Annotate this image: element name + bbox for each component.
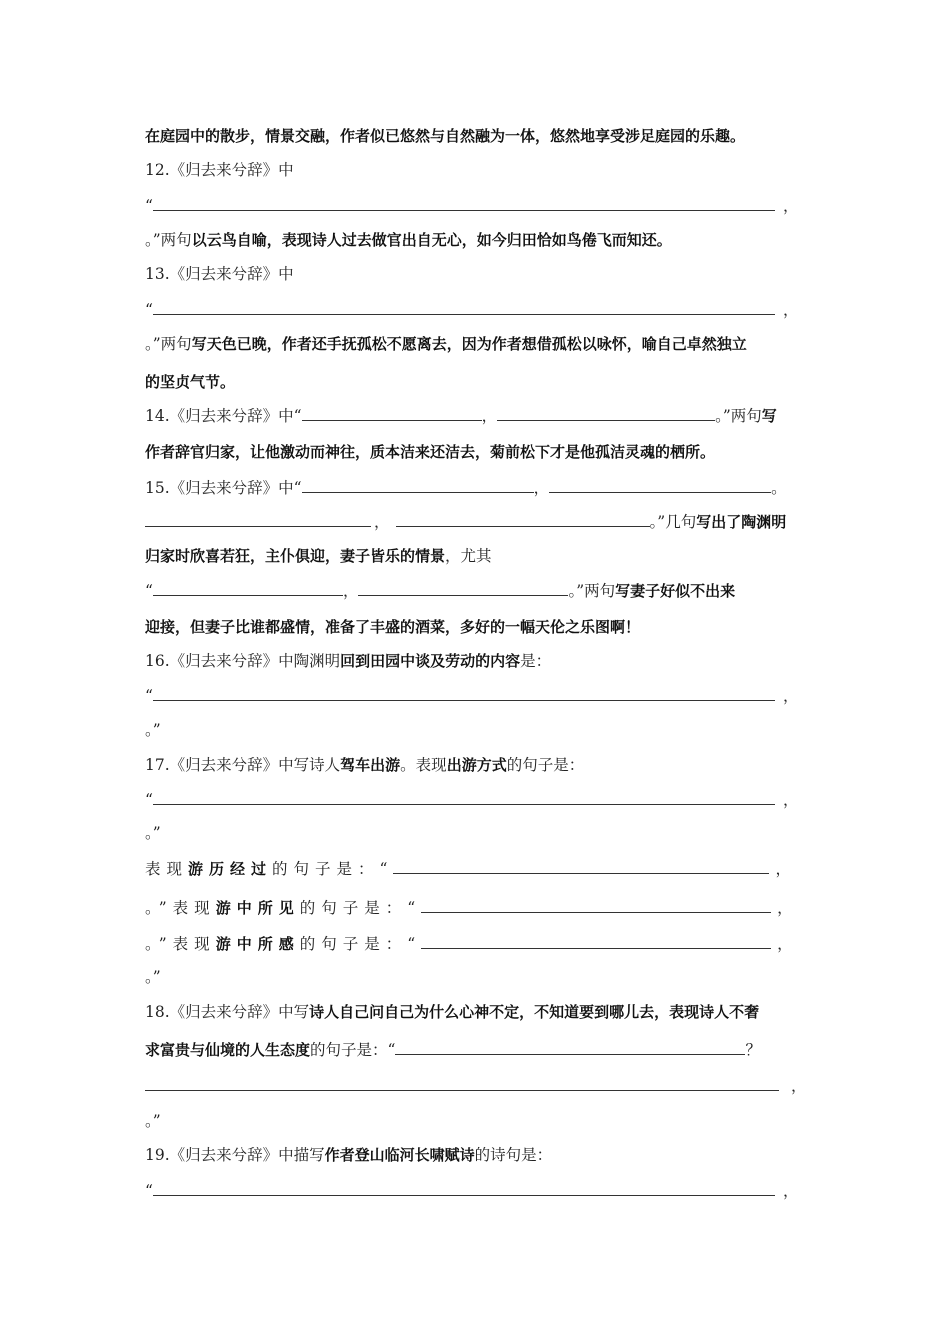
open-quote: “ <box>145 687 153 705</box>
comma: ， <box>342 582 359 600</box>
q14-description-start: 写 <box>761 407 777 425</box>
q15-blank-2[interactable] <box>549 474 771 493</box>
q14-blank-2[interactable] <box>497 402 715 421</box>
q18-label-line <box>145 999 759 1025</box>
q16-close: 。” <box>145 721 161 739</box>
q14-blank-1[interactable] <box>302 402 482 421</box>
q13-desc-line <box>145 331 747 357</box>
q19-label-tail: 的诗句是： <box>474 1146 553 1164</box>
q19-topic: 作者登山临河长啸赋诗 <box>324 1146 475 1164</box>
comma: ， <box>777 899 793 917</box>
comma: ， <box>782 301 799 319</box>
close-quote: 。”两句 <box>568 582 616 600</box>
q15-label: 15.《归去来兮辞》中“ <box>145 479 302 497</box>
q17-label-tail: 的句子是： <box>506 756 585 774</box>
q19-label: 19.《归去来兮辞》中描写 <box>145 1146 325 1164</box>
comma: ， <box>782 791 799 809</box>
q17-label-mid: 。表现 <box>400 756 447 774</box>
q15-blank-3[interactable] <box>145 508 371 527</box>
close-quote: 。”两句 <box>145 231 192 249</box>
q16-label-line <box>145 648 551 674</box>
q17-answer-blank[interactable] <box>153 786 775 805</box>
q17-part2-topic: 游中所见 <box>215 899 300 917</box>
comma: ， <box>481 407 498 425</box>
q17-part1-topic: 游历经过 <box>188 860 273 878</box>
q12-label: 12.《归去来兮辞》中 <box>145 161 294 179</box>
period: 。 <box>771 479 787 497</box>
q16-label: 16.《归去来兮辞》中陶渊明 <box>145 652 341 670</box>
q17-label: 17.《归去来兮辞》中写诗人 <box>145 756 341 774</box>
q14-desc-line: 作者辞官归家，让他激动而神往，质本洁来还洁去，菊前松下才是他孤洁灵魂的栖所。 <box>145 443 716 461</box>
close-quote: 。”两句 <box>715 407 762 425</box>
q18-blank-1[interactable] <box>395 1036 745 1055</box>
q17-part1-post: 的句子是：“ <box>272 860 394 878</box>
open-quote: “ <box>145 301 153 319</box>
q15-description-2: 写妻子好似不出来 <box>615 582 736 600</box>
q12-answer-blank[interactable] <box>153 192 775 211</box>
open-quote: “ <box>145 197 153 215</box>
q17-part3-line <box>145 930 793 956</box>
q15-line-2 <box>145 508 786 534</box>
comma: ， <box>782 687 799 705</box>
q15-description: 归家时欣喜若狂，主仆俱迎，妻子皆乐的情景 <box>145 547 446 565</box>
q13-label: 13.《归去来兮辞》中 <box>145 265 294 283</box>
q15-description-tail: ，尤其 <box>445 547 492 565</box>
q15-description-start: 写出了陶渊明 <box>696 513 787 531</box>
q17-topic-1: 驾车出游 <box>340 756 401 774</box>
open-quote: “ <box>145 1182 153 1200</box>
q13-description: 写天色已晚，作者还手抚孤松不愿离去，因为作者想借孤松以咏怀，喻自己卓然独立 <box>191 335 747 353</box>
q15-line-4 <box>145 577 735 603</box>
q17-part3-blank[interactable] <box>421 930 771 949</box>
q14-label: 14.《归去来兮辞》中“ <box>145 407 302 425</box>
q17-part2-blank[interactable] <box>421 894 771 913</box>
q17-part2-line <box>145 894 793 920</box>
q19-label-line <box>145 1142 552 1168</box>
q17-part1-line <box>145 855 791 881</box>
q15-line-3 <box>145 543 492 569</box>
q12-blank-line <box>145 192 798 218</box>
comma: ， <box>791 1077 807 1095</box>
q18-close: 。” <box>145 1112 161 1130</box>
q17-part3-pre: 。”表现 <box>145 935 216 953</box>
q17-part2-post: 的句子是：“ <box>299 899 422 917</box>
q18-label-tail: 的句子是：“ <box>310 1041 396 1059</box>
q17-label-line <box>145 752 584 778</box>
q17-final-close: 。” <box>145 968 161 986</box>
q17-close: 。” <box>145 824 161 842</box>
q19-answer-blank[interactable] <box>153 1177 775 1196</box>
open-quote: “ <box>145 791 153 809</box>
q18-blank-2[interactable] <box>145 1072 779 1091</box>
q16-answer-blank[interactable] <box>153 682 775 701</box>
q17-part1-blank[interactable] <box>393 855 769 874</box>
q17-blank-line <box>145 786 798 812</box>
q13-blank-line <box>145 296 798 322</box>
comma: ， <box>775 860 791 878</box>
q18-line-2 <box>145 1036 761 1062</box>
q15-blank-1[interactable] <box>302 474 534 493</box>
q12-desc-line <box>145 227 672 253</box>
q13-desc-line-2: 的坚贞气节。 <box>145 373 236 391</box>
comma: ， <box>374 513 390 531</box>
q15-blank-4[interactable] <box>396 508 650 527</box>
q14-line <box>145 402 777 428</box>
q18-topic-1: 诗人自己问自己为什么心神不定，不知道要到哪儿去，表现诗人不奢 <box>309 1003 760 1021</box>
q17-topic-2: 出游方式 <box>446 756 507 774</box>
q16-topic: 回到田园中谈及劳动的内容 <box>340 652 521 670</box>
q18-label: 18.《归去来兮辞》中写 <box>145 1003 310 1021</box>
comma: ， <box>782 197 799 215</box>
comma: ， <box>782 1182 799 1200</box>
open-quote: “ <box>145 582 153 600</box>
q18-topic-2: 求富贵与仙境的人生态度 <box>145 1041 311 1059</box>
q16-label-tail: 是： <box>520 652 552 670</box>
q15-blank-5[interactable] <box>153 577 343 596</box>
q15-line-5: 迎接，但妻子比谁都盛情，准备了丰盛的酒菜，多好的一幅天伦之乐图啊！ <box>145 618 641 636</box>
q19-blank-line <box>145 1177 798 1203</box>
q15-line-1 <box>145 474 787 500</box>
q17-part2-pre: 。”表现 <box>145 899 216 917</box>
comma: ， <box>777 935 793 953</box>
q15-blank-6[interactable] <box>358 577 568 596</box>
close-quote: 。”几句 <box>649 513 697 531</box>
q18-blank-line <box>145 1072 807 1098</box>
close-quote: 。”两句 <box>145 335 192 353</box>
q17-part3-topic: 游中所感 <box>215 935 300 953</box>
q16-blank-line <box>145 682 798 708</box>
q17-part3-post: 的句子是：“ <box>299 935 422 953</box>
q13-answer-blank[interactable] <box>153 296 775 315</box>
q17-part1-pre: 表现 <box>145 860 189 878</box>
q12-description: 以云鸟自喻，表现诗人过去做官出自无心，如今归田恰如鸟倦飞而知还。 <box>191 231 672 249</box>
question-mark: ？ <box>745 1041 761 1059</box>
comma: ， <box>533 479 550 497</box>
intro-tail-text: 在庭园中的散步，情景交融，作者似已悠然与自然融为一体，悠然地享受涉足庭园的乐趣。 <box>145 127 746 145</box>
